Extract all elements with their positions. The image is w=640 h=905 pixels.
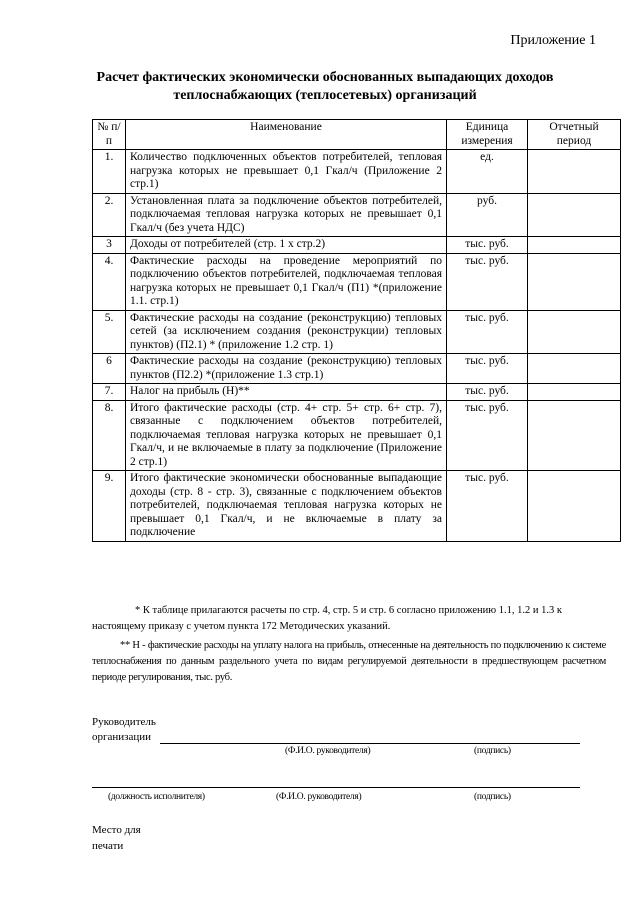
row-num: 8.: [93, 400, 126, 471]
row-num: 3: [93, 237, 126, 254]
row-name: Фактические расходы на создание (реконструкцию) тепловых сетей (за исключением создания (реконструкции) тепловых пунктов) (П2.1) * (приложение 1.2 стр. 1): [126, 310, 447, 354]
row-num: 2.: [93, 193, 126, 237]
row-unit: тыс. руб.: [447, 400, 528, 471]
row-num: 5.: [93, 310, 126, 354]
footnote-profit-tax: ** Н - фактические расходы на уплату налога на прибыль, отнесенные на деятельность по подключению к системе теплоснабжения по данным раздельного учета по видам регулируемой деятельности в предшествующем расчетном периоде регулирования, тыс. руб.: [92, 640, 606, 683]
footnote-attachments: * К таблице прилагаются расчеты по стр. 4, стр. 5 и стр. 6 согласно приложению 1.1, 1.2 и 1.3 к настоящему приказу с учетом пункта 172 Методических указаний.: [92, 605, 562, 632]
row-unit: ед.: [447, 150, 528, 194]
title-line-1: Расчет фактических экономически обоснованных выпадающих доходов: [96, 70, 554, 85]
row-period: [528, 310, 621, 354]
executor-position-caption: (должность исполнителя): [108, 792, 205, 802]
row-unit: тыс. руб.: [447, 384, 528, 401]
head-label-line2: организации: [92, 731, 152, 743]
row-name: Установленная плата за подключение объектов потребителей, подключаемая тепловая нагрузка которых не превышает 0,1 Гкал/ч (без учета НДС): [126, 193, 447, 237]
row-num: 7.: [93, 384, 126, 401]
signature-caption-1: (подпись): [474, 746, 511, 756]
row-num: 6: [93, 354, 126, 384]
table-row: [93, 150, 621, 194]
row-period: [528, 471, 621, 542]
row-period: [528, 400, 621, 471]
row-name: Доходы от потребителей (стр. 1 x стр.2): [126, 237, 447, 254]
row-num: 1.: [93, 150, 126, 194]
row-period: [528, 354, 621, 384]
row-name: Количество подключенных объектов потребителей, тепловая нагрузка которых не превышает 0,1 Гкал/ч (Приложение 2 стр.1): [126, 150, 447, 194]
row-unit: тыс. руб.: [447, 310, 528, 354]
header-name: Наименование: [126, 120, 447, 150]
table-row: [93, 400, 621, 471]
row-unit: тыс. руб.: [447, 253, 528, 310]
head-signature-line: [160, 743, 580, 744]
header-num: № п/п: [93, 120, 126, 150]
head-label-line1: Руководитель: [92, 716, 156, 728]
row-name: Налог на прибыль (Н)**: [126, 384, 447, 401]
executor-signature-line: [92, 787, 580, 788]
calculation-table: [92, 119, 621, 542]
appendix-label: Приложение 1: [510, 33, 596, 48]
row-unit: тыс. руб.: [447, 354, 528, 384]
fio-head-caption: (Ф.И.О. руководителя): [285, 746, 371, 756]
stamp-place-line2: печати: [92, 840, 124, 852]
table-row: [93, 310, 621, 354]
row-period: [528, 150, 621, 194]
row-name: Итого фактические расходы (стр. 4+ стр. 5+ стр. 6+ стр. 7), связанные с подключением объектов потребителей, подключаемая тепловая нагрузка которых не превышает 0,1 Гкал/ч, и не включаемые в плату за подключение (Приложение 2 стр.1): [126, 400, 447, 471]
row-period: [528, 193, 621, 237]
row-period: [528, 253, 621, 310]
fio-executor-caption: (Ф.И.О. руководителя): [276, 792, 362, 802]
table-row: [93, 237, 621, 254]
row-unit: тыс. руб.: [447, 471, 528, 542]
header-unit: Единица измерения: [447, 120, 528, 150]
table-header-row: [93, 120, 621, 150]
header-period: Отчетный период: [528, 120, 621, 150]
row-unit: руб.: [447, 193, 528, 237]
row-period: [528, 384, 621, 401]
row-name: Фактические расходы на создание (реконструкцию) тепловых пунктов (П2.2) *(приложение 1.3 стр.1): [126, 354, 447, 384]
row-name: Итого фактические экономически обоснованные выпадающие доходы (стр. 8 - стр. 3), связанные с подключением объектов потребителей, подключаемая тепловая нагрузка которых не превышает 0,1 Гкал/ч, и не включаемые в плату за подключение: [126, 471, 447, 542]
signature-caption-2: (подпись): [474, 792, 511, 802]
title-line-2: теплоснабжающих (теплосетевых) организаций: [173, 88, 477, 103]
row-unit: тыс. руб.: [447, 237, 528, 254]
document-title: [40, 69, 610, 105]
row-num: 9.: [93, 471, 126, 542]
row-name: Фактические расходы на проведение мероприятий по подключению объектов потребителей, подключаемая тепловая нагрузка которых не превышает 0,1 Гкал/ч (П1) *(приложение 1.1. стр.1): [126, 253, 447, 310]
table-row: [93, 471, 621, 542]
table-row: [93, 253, 621, 310]
table-row: [93, 354, 621, 384]
table-row: [93, 193, 621, 237]
row-period: [528, 237, 621, 254]
row-num: 4.: [93, 253, 126, 310]
table-row: [93, 384, 621, 401]
stamp-place-line1: Место для: [92, 824, 141, 836]
